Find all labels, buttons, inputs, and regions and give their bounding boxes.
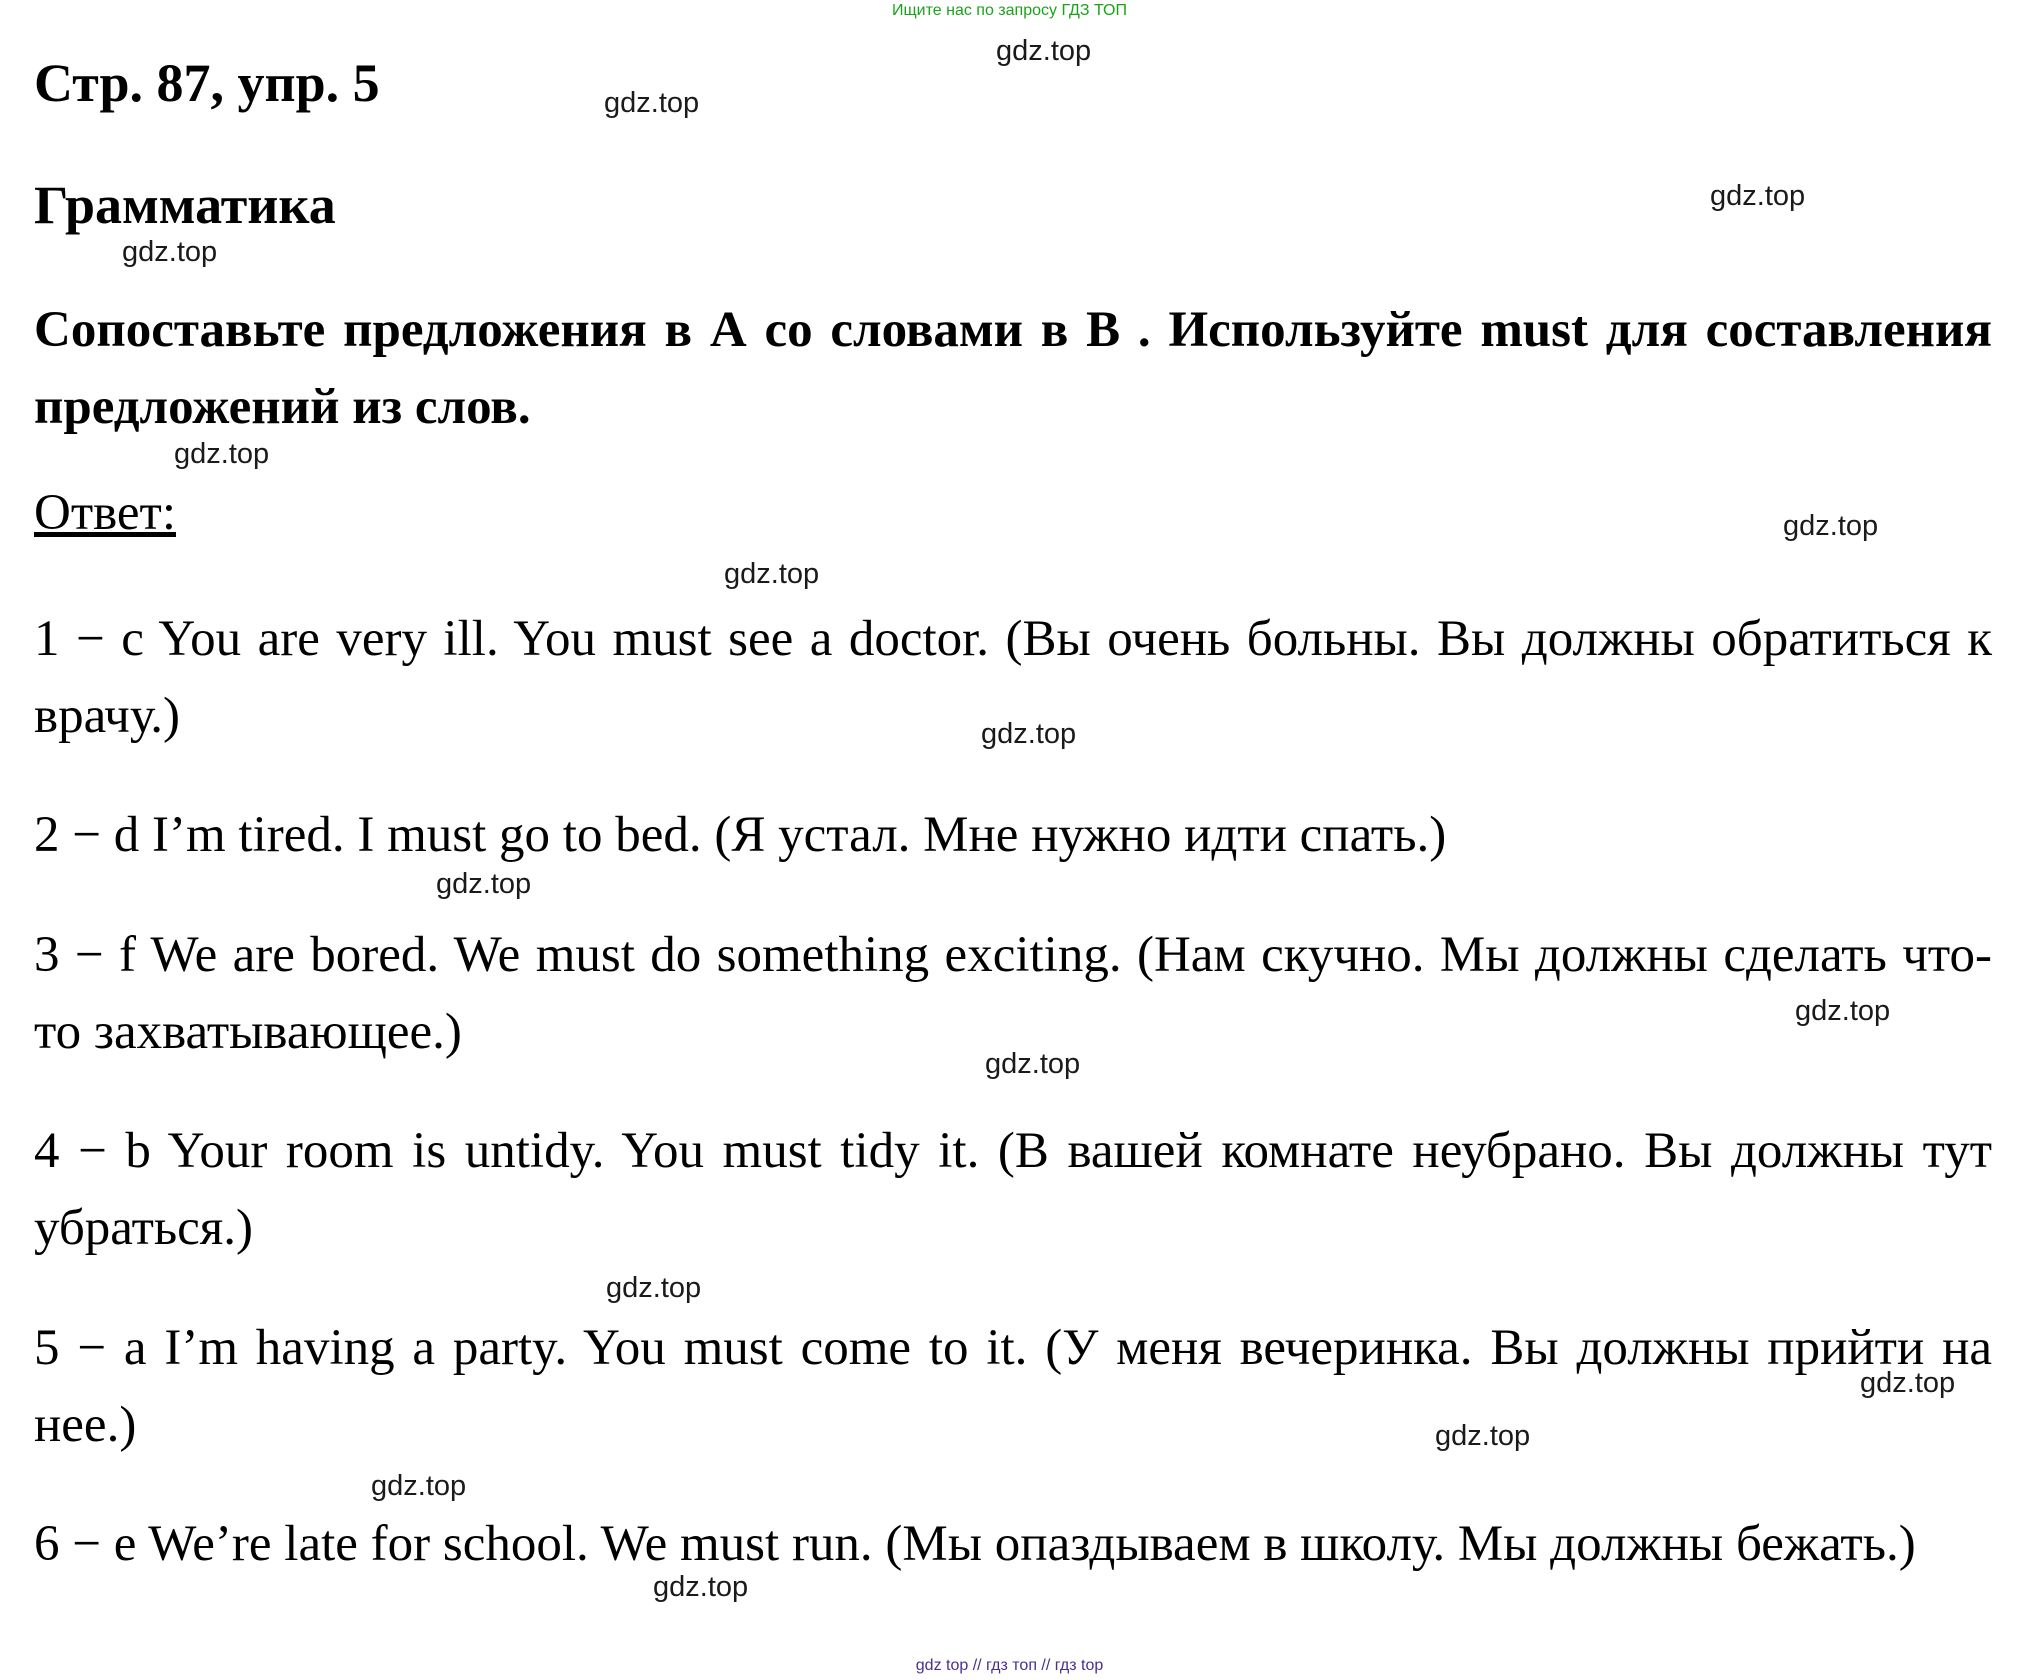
answer-item-1: 1 − c You are very ill. You must see a doctor. (Вы очень больны. Вы должны обратиться к врачу.) [34,611,1992,744]
watermark: gdz.top [174,438,270,470]
watermark: gdz.top [653,1571,749,1603]
watermark: gdz.top [604,87,700,119]
footer-link[interactable]: gdz top // гдз топ // гдз top [915,1657,1104,1674]
watermark: gdz.top [1435,1420,1531,1452]
page-title: Стр. 87, упр. 5 [34,53,380,113]
watermark: gdz.top [1783,510,1879,542]
answer-item-5: 5 − a I’m having a party. You must come to it. (У меня вечеринка. Вы должны прийти на нее.) [34,1320,1992,1453]
top-banner: Ищите нас по запросу ГДЗ ТОП [892,2,1127,19]
watermark: gdz.top [996,35,1092,67]
watermark: gdz.top [1710,180,1806,212]
watermark: gdz.top [981,718,1077,750]
answer-item-6: 6 − e We’re late for school. We must run. (Мы опаздываем в школу. Мы должны бежать.) [34,1516,1916,1572]
section-heading: Грамматика [34,175,336,235]
watermark: gdz.top [985,1048,1081,1080]
answer-label: Ответ: [34,485,176,541]
watermark: gdz.top [122,236,218,268]
watermark: gdz.top [724,558,820,590]
watermark: gdz.top [371,1470,467,1502]
answer-item-4: 4 − b Your room is untidy. You must tidy it. (В вашей комнате неубрано. Вы должны тут убраться.) [34,1123,1992,1256]
task-instruction: Сопоставьте предложения в А со словами в В . Используйте must для составления предложений из слов. [34,302,1992,435]
watermark: gdz.top [436,868,532,900]
watermark: gdz.top [1860,1367,1956,1399]
watermark: gdz.top [1795,995,1891,1027]
watermark: gdz.top [606,1272,702,1304]
answer-item-3: 3 − f We are bored. We must do something exciting. (Нам скучно. Мы должны сделать что-то захватывающее.) [34,927,1992,1060]
answer-item-2: 2 − d I’m tired. I must go to bed. (Я устал. Мне нужно идти спать.) [34,807,1447,863]
